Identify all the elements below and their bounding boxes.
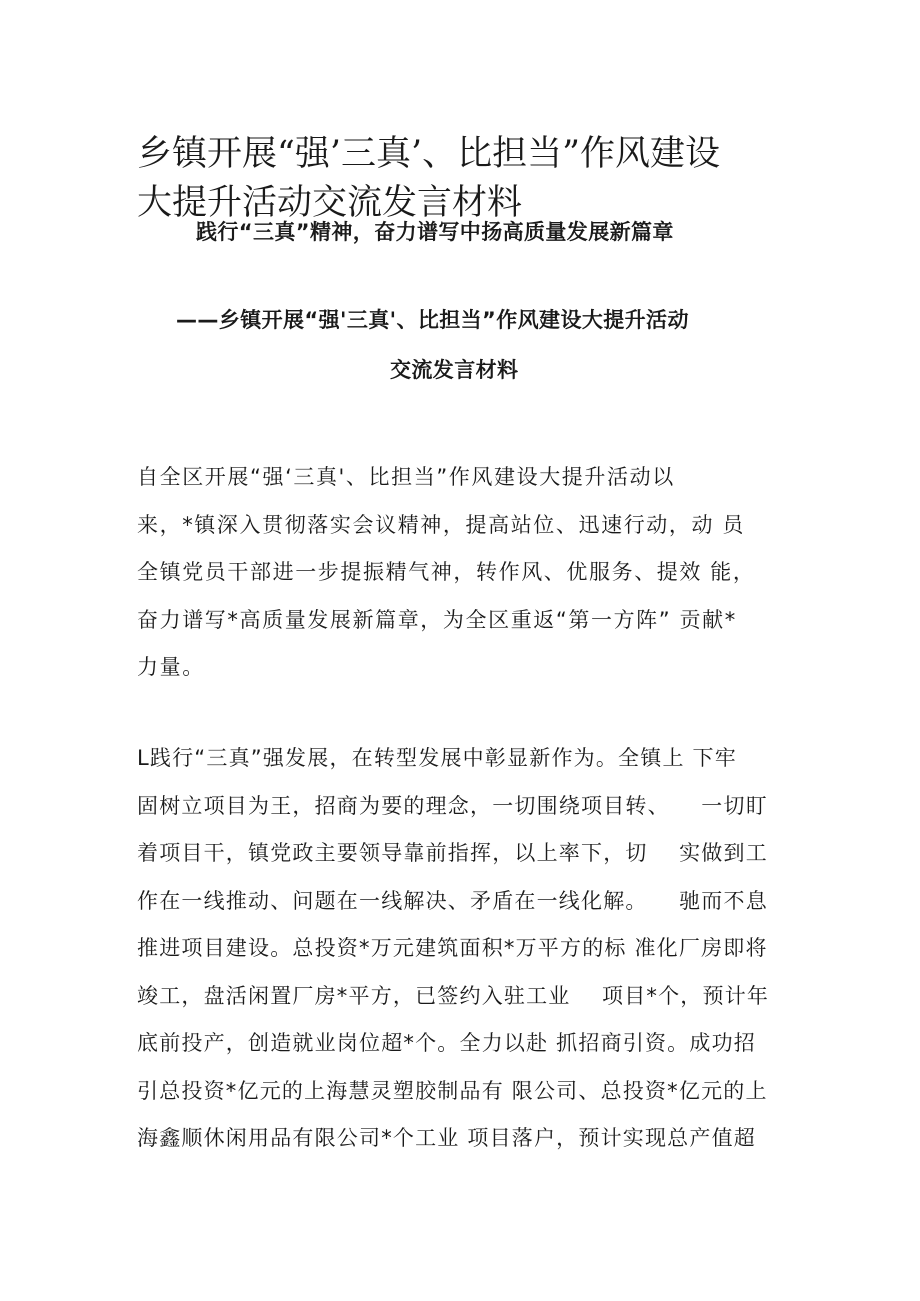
intro-paragraph: [137, 454, 787, 692]
speech-subtitle-line-2: 交流发言材料: [390, 358, 519, 382]
paragraph-line: 奋力谱写*高质量发展新篇章，为全区重返“第一方阵” 贡献*: [137, 607, 737, 632]
paragraph-line: 着项目干，镇党政主要领导靠前指挥，以上率下，切 实做到工: [137, 841, 768, 865]
paragraph-line: 推进项目建设。总投资*万元建筑面积*万平方的标 准化厂房即将: [137, 936, 768, 960]
paragraph-line: 全镇党员干部进一步提振精气神，转作风、优服务、提效 能，: [137, 560, 756, 584]
paragraph-line: L践行“三真”强发展，在转型发展中彰显新作为。全镇上 下牢: [137, 746, 737, 770]
paragraph-line: 引总投资*亿元的上海慧灵塑胶制品有 限公司、总投资*亿元的上: [137, 1078, 768, 1103]
paragraph-line: 来，*镇深入贯彻落实会议精神，提高站位、迅速行动，动 员: [137, 512, 745, 537]
speech-subtitle-line-1: ——乡镇开展“强'三真'、比担当”作风建设大提升活动: [176, 308, 689, 332]
document-title-line-1: 乡镇开展“强’三真’、比担当”作风建设: [137, 134, 721, 174]
document-title-line-2: 大提升活动交流发言材料: [137, 183, 523, 223]
paragraph-line: 底前投产，创造就业岗位超*个。全力以赴 抓招商引资。成功招: [137, 1031, 756, 1055]
document-title: [137, 130, 797, 228]
paragraph-line: 固树立项目为王，招商为要的理念，一切围绕项目转、 一切盯: [137, 793, 768, 818]
paragraph-line: 竣工，盘活闲置厂房*平方，已签约入驻工业 项目*个，预计年: [137, 983, 770, 1008]
section-1-paragraph: [137, 735, 787, 1163]
speech-title: 践行“三真”精神，奋力谱写中扬高质量发展新篇章: [196, 220, 674, 244]
paragraph-line: 力量。: [137, 655, 205, 679]
paragraph-line: 自全区开展“强‘三真'、比担当”作风建设大提升活动以: [137, 465, 675, 489]
paragraph-line: 作在一线推动、问题在一线解决、矛盾在一线化解。 驰而不息: [137, 888, 768, 913]
paragraph-line: 海鑫顺休闲用品有限公司*个工业 项目落户，预计实现总产值超: [137, 1126, 756, 1150]
